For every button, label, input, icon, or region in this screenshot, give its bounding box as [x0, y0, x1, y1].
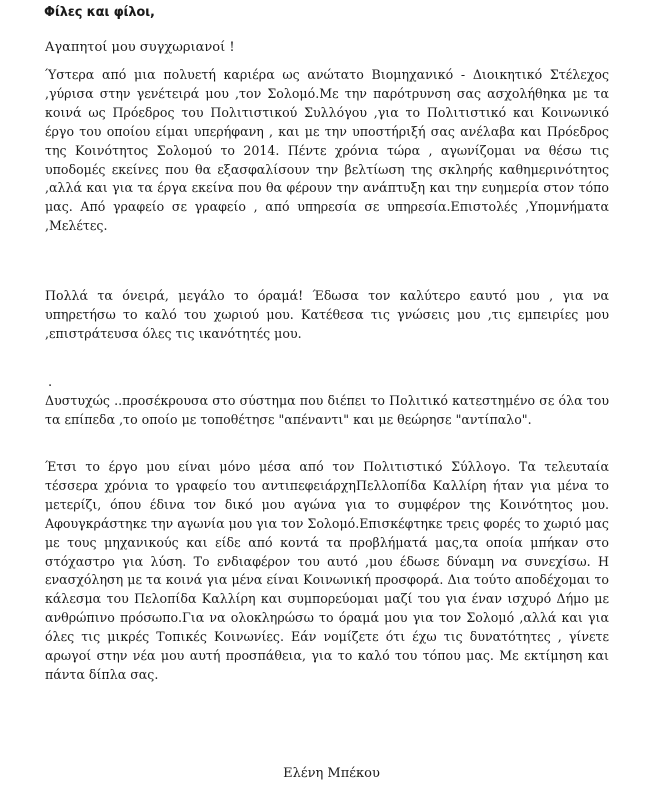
- greeting: Φίλες και φίλοι,: [44, 5, 155, 20]
- paragraph-career: Ύστερα από μια πολυετή καριέρα ως ανώτατο Βιομηχανικό - Διοικητικό Στέλεχος ,γύρισα στην γενέτειρά μου ,τον Σολομό.Με την παρότρυνση σας ασχολήθηκα με τα κοινά ως Πρόεδρος του Πολιτιστικού Συλλόγου ,για το Πολιτιστικό και Κοινωνικό έργο του οποίου είμαι υπερήφανη , και με την υποστήριξή σας ανέλαβα και Πρόεδρος της Κοινότητος Σολομού το 2014. Πέντε χρόνια τώρα , αγωνίζομαι να θέσω τις υποδομές εκείνες που θα εξασφαλίσουν την βελτίωση της σκληρής καθημερινότητος ,αλλά και για τα έργα εκείνα που θα φέρουν την ανάπτυξη και την ευημερία στον τόπο μας. Από γραφείο σε γραφείο , από υπηρεσία σε υπηρεσία.Επιστολές ,Υπομνήματα ,Μελέτες.: [45, 67, 609, 234]
- paragraph-dreams: Πολλά τα όνειρά, μεγάλο το όραμά! Έδωσα τον καλύτερο εαυτό μου , για να υπηρετήσω το καλό του χωριού μου. Κατέθεσα τις γνώσεις μου ,τις εμπειρίες μου ,επιστράτευσα όλες τις ικανότητές μου.: [45, 288, 609, 341]
- paragraph-cultural-work: Έτσι το έργο μου είναι μόνο μέσα από τον Πολιτιστικό Σύλλογο. Τα τελευταία τέσσερα χρόνια το γραφείο του αντιπεφειάρχηΠελλοπίδα Καλλίρη ήταν για μένα το μετερίζι, όπου έδινα τον δικό μου αγώνα για το συμφέρον της Κοινότητος μου. Αφουγκράστηκε την αγωνία μου για τον Σολομό.Επισκέφτηκε τρεις φορές το χωριό μας με τους μηχανικούς και είδε από κοντά τα προβλήματά μας,τα οποία μπήκαν στο στόχαστρο για λύση. Το ενδιαφέρον του αυτό ,μου έδωσε δύναμη να συνεχίσω. Η ενασχόληση με τα κοινά για μένα είναι Κοινωνική προσφορά. Δια τούτο αποδέχομαι το κάλεσμα του Πελοπίδα Καλλίρη και συμπορεύομαι μαζί του για έναν ισχυρό Δήμο με ανθρώπινο πρόσωπο.Για να ολοκληρώσω το όραμά μου για τον Σολομό ,αλλά και για όλες τις μικρές Τοπικές Κοινωνίες. Εάν νομίζετε ότι έχω τις δυνατότητες , γίνετε αρωγοί στην νέα μου αυτή προσπάθεια, για το καλό του τόπου μας. Με εκτίμηση και πάντα δίπλα σας.: [45, 459, 609, 682]
- paragraph-system: Δυστυχώς ..προσέκρουσα στο σύστημα που διέπει το Πολιτικό κατεστημένο σε όλα του τα επίπεδα ,το οποίο με τοποθέτησε "απέναντι" και με θεώρησε "αντίπαλο".: [45, 393, 609, 427]
- signature: Ελένη Μπέκου: [283, 766, 380, 781]
- salutation: Αγαπητοί μου συγχωριανοί !: [45, 40, 235, 55]
- separator-dot: .: [48, 375, 53, 390]
